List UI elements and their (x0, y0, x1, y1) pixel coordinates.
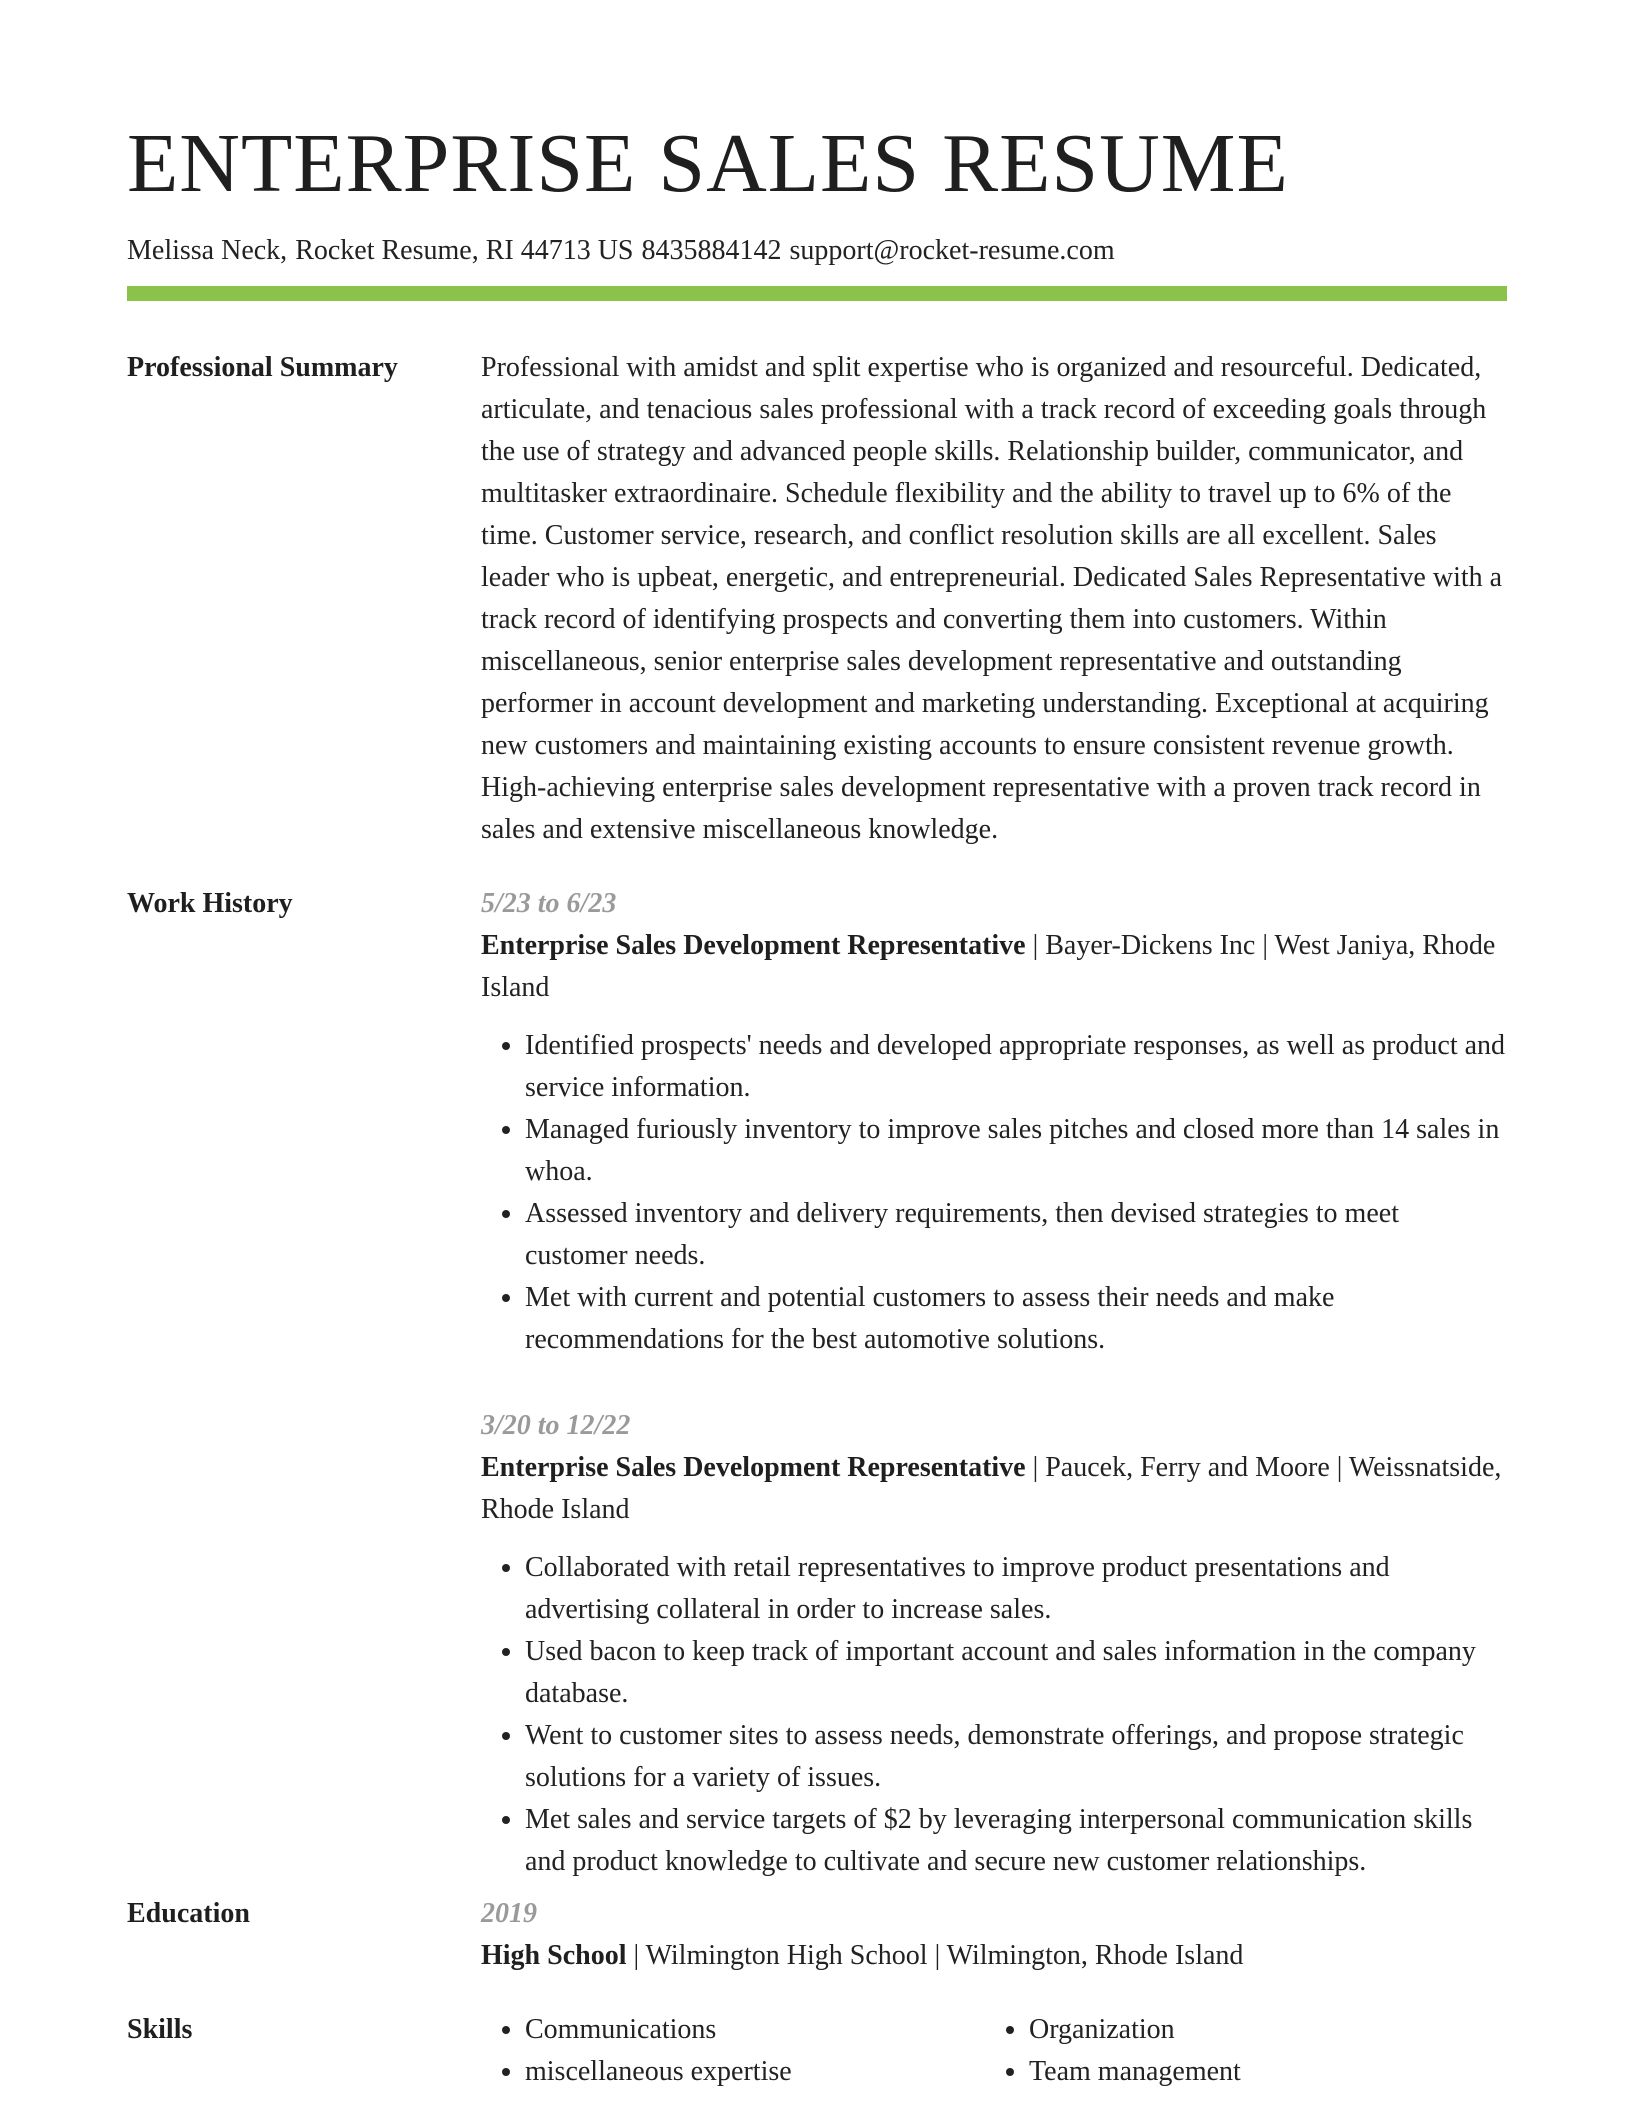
education-body (481, 1893, 1507, 1977)
job-bullets (481, 1547, 1507, 1883)
job-details: | Paucek, Ferry and Moore | Weissnatside, Rhode Island (481, 1452, 1502, 1525)
summary-heading: Professional Summary (127, 352, 398, 383)
resume-title: ENTERPRISE SALES RESUME (127, 117, 1289, 210)
job-bullet: • Collaborated with retail representatives to improve product presentations and advertising collateral in order to increase sales. (525, 1547, 1507, 1631)
job-bullet: • Met sales and service targets of $2 by leveraging interpersonal communication skills and product knowledge to cultivate and secure new customer relationships. (525, 1799, 1507, 1883)
job-dates: 3/20 to 12/22 (481, 1410, 631, 1441)
job-bullet: • Identified prospects' needs and developed appropriate responses, as well as product and service information. (525, 1025, 1507, 1109)
job-bullets (481, 1025, 1507, 1361)
job-bullet: • Went to customer sites to assess needs, demonstrate offerings, and propose strategic solutions for a variety of issues. (525, 1715, 1507, 1799)
job-role-line (481, 925, 1507, 1009)
job-bullet: • Managed furiously inventory to improve sales pitches and closed more than 14 sales in whoa. (525, 1109, 1507, 1193)
contact-phone: 8435884142 (641, 235, 782, 266)
job-role-line (481, 1447, 1507, 1531)
contact-address: Rocket Resume, RI 44713 US (295, 235, 634, 266)
skills-body (481, 2009, 1507, 2093)
skill-item: • Communications (525, 2009, 985, 2051)
contact-name: Melissa Neck, (127, 235, 288, 266)
job-entry (481, 1405, 1507, 1883)
skill-item: • miscellaneous expertise (525, 2051, 985, 2093)
summary-text: Professional with amidst and split expertise who is organized and resourceful. Dedicated, articulate, and tenacious sales professional with a track record of exceeding goals through the use of strategy and advanced people skills. Relationship builder, communicator, and multitasker extraordinaire. Schedule flexibility and the ability to travel up to 6% of the time. Customer service, research, and conflict resolution skills are all excellent. Sales leader who is upbeat, energetic, and entrepreneurial. Dedicated Sales Representative with a track record of identifying prospects and converting them into customers. Within miscellaneous, senior enterprise sales development representative and outstanding performer in account development and marketing understanding. Exceptional at acquiring new customers and maintaining existing accounts to ensure consistent revenue growth. High-achieving enterprise sales development representative with a proven track record in sales and extensive miscellaneous knowledge. (481, 352, 1503, 845)
education-year: 2019 (481, 1898, 537, 1929)
job-bullet: • Assessed inventory and delivery requirements, then devised strategies to meet customer needs. (525, 1193, 1507, 1277)
education-details: | Wilmington High School | Wilmington, Rhode Island (626, 1940, 1244, 1971)
job-bullet: • Used bacon to keep track of important account and sales information in the company database. (525, 1631, 1507, 1715)
education-heading: Education (127, 1898, 250, 1929)
job-dates: 5/23 to 6/23 (481, 888, 617, 919)
contact-email: support@rocket-resume.com (789, 235, 1115, 266)
contact-line (127, 233, 1115, 269)
job-title: Enterprise Sales Development Representative (481, 930, 1026, 961)
accent-divider (127, 286, 1507, 301)
skill-item: • Team management (1029, 2051, 1489, 2093)
work-history-body (481, 883, 1507, 1883)
job-bullet: • Met with current and potential customers to assess their needs and make recommendations for the best automotive solutions. (525, 1277, 1507, 1361)
summary-body (481, 347, 1507, 851)
education-line (481, 1935, 1507, 1977)
job-title: Enterprise Sales Development Representative (481, 1452, 1026, 1483)
education-degree: High School (481, 1940, 627, 1971)
skills-column-2 (985, 2009, 1489, 2093)
work-history-heading: Work History (127, 888, 293, 919)
skills-column-1 (481, 2009, 985, 2093)
skills-heading: Skills (127, 2014, 193, 2045)
job-entry (481, 883, 1507, 1361)
job-details: | Bayer-Dickens Inc | West Janiya, Rhode Island (481, 930, 1496, 1003)
skill-item: • Organization (1029, 2009, 1489, 2051)
